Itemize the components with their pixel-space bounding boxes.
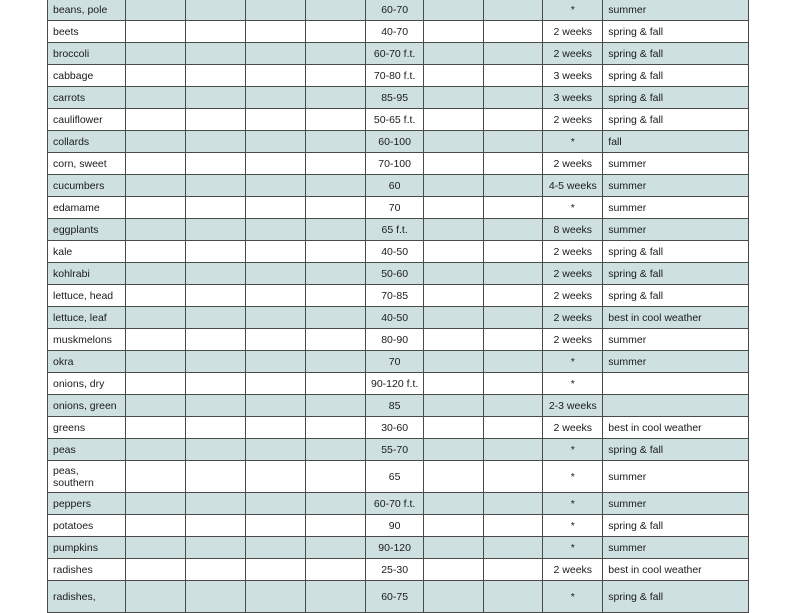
empty-cell: [246, 417, 306, 439]
empty-cell: [186, 373, 246, 395]
empty-cell: [484, 307, 543, 329]
empty-cell: [424, 0, 484, 21]
empty-cell: [126, 581, 186, 613]
empty-cell: [186, 175, 246, 197]
season-cell: best in cool weather: [603, 307, 749, 329]
planting-interval-cell: 2 weeks: [543, 307, 603, 329]
planting-interval-cell: 3 weeks: [543, 65, 603, 87]
empty-cell: [126, 537, 186, 559]
table-row: [48, 461, 749, 493]
days-to-maturity-cell: 40-50: [366, 307, 424, 329]
days-to-maturity-cell: 70-80 f.t.: [366, 65, 424, 87]
empty-cell: [484, 493, 543, 515]
empty-cell: [186, 87, 246, 109]
vegetable-name-cell: carrots: [48, 87, 126, 109]
empty-cell: [126, 153, 186, 175]
table-row: [48, 329, 749, 351]
empty-cell: [424, 241, 484, 263]
empty-cell: [484, 439, 543, 461]
empty-cell: [246, 219, 306, 241]
planting-interval-cell: 2 weeks: [543, 263, 603, 285]
days-to-maturity-cell: 85-95: [366, 87, 424, 109]
planting-interval-cell: 2 weeks: [543, 21, 603, 43]
vegetable-name-cell: onions, dry: [48, 373, 126, 395]
empty-cell: [126, 21, 186, 43]
empty-cell: [484, 515, 543, 537]
planting-interval-cell: 2 weeks: [543, 43, 603, 65]
planting-interval-cell: *: [543, 351, 603, 373]
empty-cell: [306, 493, 366, 515]
empty-cell: [306, 197, 366, 219]
empty-cell: [126, 351, 186, 373]
empty-cell: [424, 175, 484, 197]
vegetable-name-cell: radishes,: [48, 581, 126, 613]
empty-cell: [246, 21, 306, 43]
empty-cell: [246, 461, 306, 493]
empty-cell: [306, 87, 366, 109]
empty-cell: [484, 329, 543, 351]
empty-cell: [126, 241, 186, 263]
empty-cell: [424, 417, 484, 439]
days-to-maturity-cell: 90-120: [366, 537, 424, 559]
table-row: [48, 307, 749, 329]
empty-cell: [306, 153, 366, 175]
empty-cell: [424, 461, 484, 493]
planting-interval-cell: *: [543, 537, 603, 559]
planting-interval-cell: *: [543, 493, 603, 515]
empty-cell: [126, 219, 186, 241]
planting-interval-cell: 8 weeks: [543, 219, 603, 241]
empty-cell: [306, 307, 366, 329]
empty-cell: [306, 537, 366, 559]
vegetable-name-cell: muskmelons: [48, 329, 126, 351]
empty-cell: [246, 153, 306, 175]
empty-cell: [306, 559, 366, 581]
empty-cell: [246, 351, 306, 373]
vegetable-name-cell: kale: [48, 241, 126, 263]
empty-cell: [424, 373, 484, 395]
empty-cell: [484, 131, 543, 153]
empty-cell: [306, 21, 366, 43]
empty-cell: [424, 21, 484, 43]
empty-cell: [306, 241, 366, 263]
empty-cell: [186, 351, 246, 373]
season-cell: summer: [603, 219, 749, 241]
empty-cell: [484, 197, 543, 219]
empty-cell: [306, 109, 366, 131]
vegetable-name-cell: collards: [48, 131, 126, 153]
empty-cell: [424, 537, 484, 559]
empty-cell: [246, 109, 306, 131]
empty-cell: [424, 197, 484, 219]
season-cell: spring & fall: [603, 263, 749, 285]
empty-cell: [126, 373, 186, 395]
empty-cell: [484, 395, 543, 417]
empty-cell: [306, 131, 366, 153]
days-to-maturity-cell: 50-60: [366, 263, 424, 285]
empty-cell: [484, 43, 543, 65]
season-cell: spring & fall: [603, 515, 749, 537]
empty-cell: [126, 307, 186, 329]
empty-cell: [246, 493, 306, 515]
empty-cell: [306, 43, 366, 65]
empty-cell: [246, 307, 306, 329]
empty-cell: [306, 581, 366, 613]
planting-interval-cell: *: [543, 439, 603, 461]
empty-cell: [246, 395, 306, 417]
empty-cell: [186, 263, 246, 285]
table-row: [48, 373, 749, 395]
empty-cell: [484, 461, 543, 493]
empty-cell: [424, 87, 484, 109]
table-row: [48, 395, 749, 417]
vegetable-name-cell: okra: [48, 351, 126, 373]
days-to-maturity-cell: 50-65 f.t.: [366, 109, 424, 131]
planting-interval-cell: *: [543, 373, 603, 395]
empty-cell: [186, 329, 246, 351]
empty-cell: [246, 285, 306, 307]
vegetable-name-cell: cabbage: [48, 65, 126, 87]
table-row: [48, 65, 749, 87]
days-to-maturity-cell: 70-85: [366, 285, 424, 307]
empty-cell: [484, 65, 543, 87]
planting-interval-cell: 2 weeks: [543, 109, 603, 131]
empty-cell: [306, 285, 366, 307]
empty-cell: [126, 0, 186, 21]
table-row: [48, 175, 749, 197]
empty-cell: [186, 285, 246, 307]
table-row: [48, 131, 749, 153]
empty-cell: [246, 439, 306, 461]
vegetable-name-cell: onions, green: [48, 395, 126, 417]
days-to-maturity-cell: 70: [366, 197, 424, 219]
empty-cell: [186, 109, 246, 131]
season-cell: summer: [603, 351, 749, 373]
empty-cell: [424, 65, 484, 87]
empty-cell: [246, 65, 306, 87]
empty-cell: [306, 461, 366, 493]
days-to-maturity-cell: 60-70 f.t.: [366, 43, 424, 65]
empty-cell: [424, 109, 484, 131]
empty-cell: [424, 131, 484, 153]
season-cell: [603, 373, 749, 395]
empty-cell: [484, 285, 543, 307]
planting-interval-cell: 2 weeks: [543, 329, 603, 351]
empty-cell: [424, 285, 484, 307]
empty-cell: [484, 109, 543, 131]
empty-cell: [126, 131, 186, 153]
days-to-maturity-cell: 60-70 f.t.: [366, 493, 424, 515]
days-to-maturity-cell: 65 f.t.: [366, 219, 424, 241]
season-cell: summer: [603, 493, 749, 515]
empty-cell: [246, 329, 306, 351]
days-to-maturity-cell: 60-100: [366, 131, 424, 153]
season-cell: best in cool weather: [603, 559, 749, 581]
empty-cell: [484, 263, 543, 285]
empty-cell: [126, 417, 186, 439]
season-cell: spring & fall: [603, 21, 749, 43]
empty-cell: [186, 307, 246, 329]
vegetable-name-cell: radishes: [48, 559, 126, 581]
empty-cell: [186, 21, 246, 43]
planting-interval-cell: 2 weeks: [543, 285, 603, 307]
days-to-maturity-cell: 85: [366, 395, 424, 417]
empty-cell: [126, 461, 186, 493]
season-cell: spring & fall: [603, 43, 749, 65]
empty-cell: [484, 219, 543, 241]
empty-cell: [186, 0, 246, 21]
empty-cell: [126, 175, 186, 197]
empty-cell: [306, 329, 366, 351]
empty-cell: [186, 395, 246, 417]
empty-cell: [126, 109, 186, 131]
empty-cell: [186, 515, 246, 537]
season-cell: fall: [603, 131, 749, 153]
empty-cell: [424, 493, 484, 515]
planting-interval-cell: 2 weeks: [543, 241, 603, 263]
empty-cell: [186, 241, 246, 263]
table-row: [48, 109, 749, 131]
empty-cell: [186, 461, 246, 493]
vegetable-name-cell: kohlrabi: [48, 263, 126, 285]
empty-cell: [306, 417, 366, 439]
table-row: [48, 351, 749, 373]
empty-cell: [186, 197, 246, 219]
table-row: [48, 493, 749, 515]
table-row: [48, 537, 749, 559]
empty-cell: [126, 197, 186, 219]
days-to-maturity-cell: 30-60: [366, 417, 424, 439]
empty-cell: [424, 307, 484, 329]
empty-cell: [126, 285, 186, 307]
planting-interval-cell: *: [543, 0, 603, 21]
table-row: [48, 241, 749, 263]
season-cell: summer: [603, 329, 749, 351]
season-cell: spring & fall: [603, 241, 749, 263]
days-to-maturity-cell: 80-90: [366, 329, 424, 351]
empty-cell: [484, 373, 543, 395]
empty-cell: [246, 131, 306, 153]
days-to-maturity-cell: 40-70: [366, 21, 424, 43]
planting-interval-cell: *: [543, 131, 603, 153]
empty-cell: [246, 87, 306, 109]
empty-cell: [186, 153, 246, 175]
vegetable-name-cell: cucumbers: [48, 175, 126, 197]
planting-interval-cell: *: [543, 461, 603, 493]
vegetable-name-cell: greens: [48, 417, 126, 439]
days-to-maturity-cell: 60: [366, 175, 424, 197]
empty-cell: [306, 439, 366, 461]
days-to-maturity-cell: 90: [366, 515, 424, 537]
empty-cell: [126, 263, 186, 285]
empty-cell: [306, 175, 366, 197]
empty-cell: [424, 515, 484, 537]
table-row: [48, 581, 749, 613]
empty-cell: [306, 351, 366, 373]
empty-cell: [126, 65, 186, 87]
season-cell: best in cool weather: [603, 417, 749, 439]
planting-interval-cell: 4-5 weeks: [543, 175, 603, 197]
empty-cell: [246, 581, 306, 613]
empty-cell: [186, 43, 246, 65]
empty-cell: [424, 439, 484, 461]
season-cell: spring & fall: [603, 109, 749, 131]
empty-cell: [186, 417, 246, 439]
vegetable-name-cell: broccoli: [48, 43, 126, 65]
table-row: [48, 285, 749, 307]
planting-interval-cell: 2 weeks: [543, 153, 603, 175]
table-row: [48, 439, 749, 461]
empty-cell: [424, 351, 484, 373]
empty-cell: [306, 515, 366, 537]
empty-cell: [484, 417, 543, 439]
table-row: [48, 0, 749, 21]
season-cell: spring & fall: [603, 285, 749, 307]
vegetable-name-cell: cauliflower: [48, 109, 126, 131]
vegetable-name-cell: peppers: [48, 493, 126, 515]
empty-cell: [126, 493, 186, 515]
season-cell: spring & fall: [603, 87, 749, 109]
empty-cell: [186, 559, 246, 581]
empty-cell: [186, 537, 246, 559]
empty-cell: [126, 559, 186, 581]
season-cell: spring & fall: [603, 65, 749, 87]
empty-cell: [484, 559, 543, 581]
planting-interval-cell: 3 weeks: [543, 87, 603, 109]
empty-cell: [484, 21, 543, 43]
empty-cell: [186, 439, 246, 461]
vegetable-name-cell: edamame: [48, 197, 126, 219]
days-to-maturity-cell: 60-70: [366, 0, 424, 21]
empty-cell: [424, 329, 484, 351]
season-cell: summer: [603, 197, 749, 219]
empty-cell: [246, 197, 306, 219]
planting-interval-cell: 2 weeks: [543, 559, 603, 581]
empty-cell: [246, 537, 306, 559]
season-cell: spring & fall: [603, 581, 749, 613]
empty-cell: [186, 493, 246, 515]
empty-cell: [484, 0, 543, 21]
empty-cell: [186, 131, 246, 153]
days-to-maturity-cell: 70-100: [366, 153, 424, 175]
empty-cell: [424, 43, 484, 65]
days-to-maturity-cell: 25-30: [366, 559, 424, 581]
vegetable-name-cell: peas: [48, 439, 126, 461]
empty-cell: [246, 373, 306, 395]
empty-cell: [306, 219, 366, 241]
season-cell: summer: [603, 175, 749, 197]
days-to-maturity-cell: 70: [366, 351, 424, 373]
empty-cell: [424, 395, 484, 417]
table-row: [48, 263, 749, 285]
empty-cell: [424, 219, 484, 241]
vegetable-name-cell: peas, southern: [48, 461, 126, 493]
season-cell: spring & fall: [603, 439, 749, 461]
table-row: [48, 87, 749, 109]
table-row: [48, 559, 749, 581]
vegetable-name-cell: potatoes: [48, 515, 126, 537]
empty-cell: [126, 87, 186, 109]
season-cell: summer: [603, 153, 749, 175]
table-row: [48, 153, 749, 175]
empty-cell: [246, 175, 306, 197]
days-to-maturity-cell: 90-120 f.t.: [366, 373, 424, 395]
empty-cell: [424, 581, 484, 613]
days-to-maturity-cell: 40-50: [366, 241, 424, 263]
planting-interval-cell: 2 weeks: [543, 417, 603, 439]
planting-interval-cell: *: [543, 581, 603, 613]
vegetable-name-cell: beets: [48, 21, 126, 43]
empty-cell: [246, 559, 306, 581]
planting-interval-cell: *: [543, 197, 603, 219]
vegetable-name-cell: corn, sweet: [48, 153, 126, 175]
table-row: [48, 43, 749, 65]
days-to-maturity-cell: 60-75: [366, 581, 424, 613]
days-to-maturity-cell: 55-70: [366, 439, 424, 461]
vegetable-name-cell: lettuce, leaf: [48, 307, 126, 329]
empty-cell: [186, 219, 246, 241]
empty-cell: [484, 581, 543, 613]
planting-interval-cell: *: [543, 515, 603, 537]
table-row: [48, 219, 749, 241]
empty-cell: [484, 351, 543, 373]
empty-cell: [306, 263, 366, 285]
empty-cell: [126, 515, 186, 537]
empty-cell: [186, 65, 246, 87]
season-cell: summer: [603, 537, 749, 559]
empty-cell: [186, 581, 246, 613]
season-cell: [603, 395, 749, 417]
empty-cell: [246, 515, 306, 537]
days-to-maturity-cell: 65: [366, 461, 424, 493]
season-cell: summer: [603, 461, 749, 493]
empty-cell: [424, 263, 484, 285]
empty-cell: [246, 263, 306, 285]
empty-cell: [424, 153, 484, 175]
empty-cell: [484, 175, 543, 197]
empty-cell: [484, 153, 543, 175]
empty-cell: [246, 241, 306, 263]
table-row: [48, 197, 749, 219]
empty-cell: [246, 0, 306, 21]
vegetable-name-cell: pumpkins: [48, 537, 126, 559]
empty-cell: [126, 395, 186, 417]
empty-cell: [306, 373, 366, 395]
season-cell: summer: [603, 0, 749, 21]
empty-cell: [306, 65, 366, 87]
table-row: [48, 21, 749, 43]
empty-cell: [484, 87, 543, 109]
empty-cell: [246, 43, 306, 65]
empty-cell: [484, 537, 543, 559]
planting-table: [47, 0, 749, 613]
table-row: [48, 417, 749, 439]
empty-cell: [126, 329, 186, 351]
vegetable-name-cell: eggplants: [48, 219, 126, 241]
vegetable-name-cell: lettuce, head: [48, 285, 126, 307]
empty-cell: [306, 0, 366, 21]
empty-cell: [424, 559, 484, 581]
empty-cell: [126, 439, 186, 461]
table-row: [48, 515, 749, 537]
empty-cell: [306, 395, 366, 417]
planting-interval-cell: 2-3 weeks: [543, 395, 603, 417]
vegetable-name-cell: beans, pole: [48, 0, 126, 21]
empty-cell: [126, 43, 186, 65]
empty-cell: [484, 241, 543, 263]
